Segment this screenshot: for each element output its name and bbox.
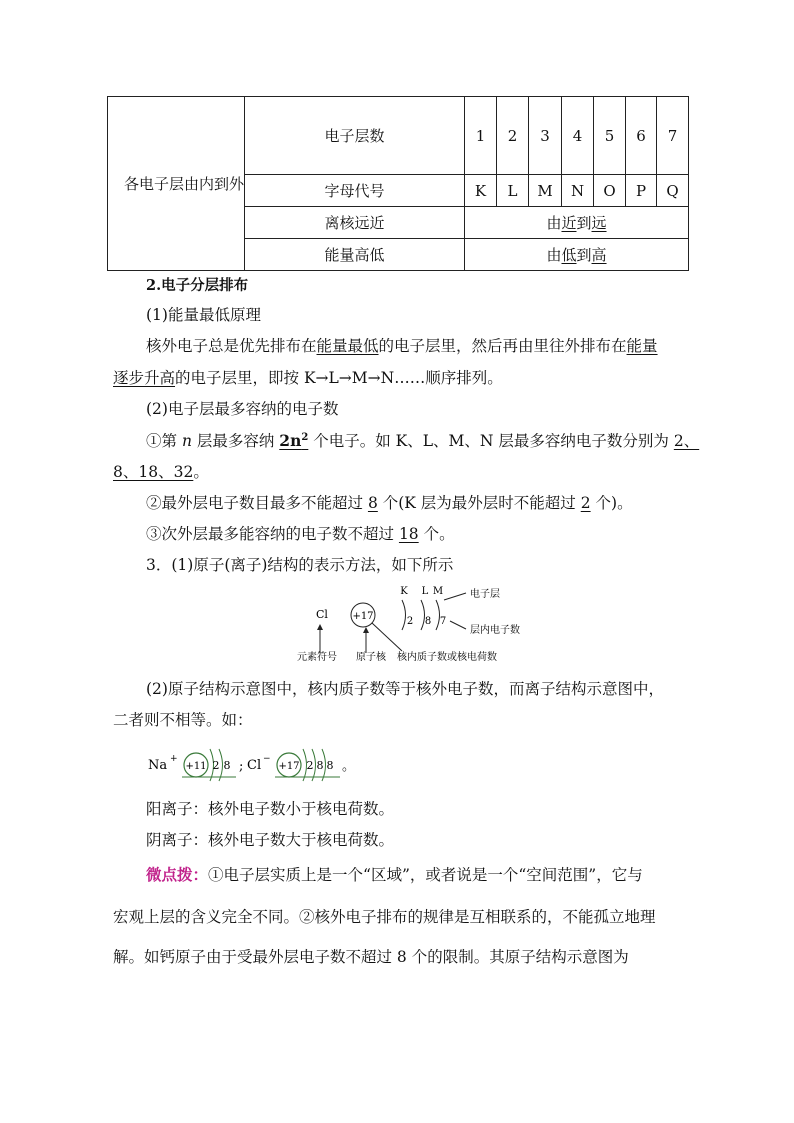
- tip-label: 微点拨：: [146, 865, 209, 884]
- tip-line-3: 解。如钙原子由于受最外层电子数不超过 8 个的限制。其原子结构示意图为: [113, 948, 629, 966]
- paragraph-line: (2)原子结构示意图中，核内质子数等于核外电子数，而离子结构示意图中，: [146, 680, 664, 698]
- label-shell-number: 电子层数: [245, 97, 465, 175]
- cell: 4: [562, 97, 594, 175]
- cl-electrons: 8: [316, 759, 324, 772]
- na-nucleus-charge: +11: [185, 761, 207, 772]
- shell-letter: K: [400, 586, 408, 597]
- row-header-cell: [108, 97, 245, 271]
- paragraph-line: 二者则不相等。如：: [113, 711, 253, 729]
- cation-note: 阳离子：核外电子数小于核电荷数。: [146, 800, 395, 818]
- na-symbol: Na: [148, 758, 168, 773]
- element-symbol: Cl: [316, 608, 328, 621]
- cl-charge: −: [263, 754, 271, 764]
- electron-count: 8: [424, 616, 432, 627]
- tip-line-1: 微点拨：①电子层实质上是一个“区域”，或者说是一个“空间范围”，它与: [146, 865, 643, 884]
- na-charge: +: [170, 754, 178, 764]
- row-header-text: 各电子层由内到外: [123, 174, 244, 193]
- label-nucleus: 原子核: [356, 652, 386, 663]
- cell: 2: [497, 97, 529, 175]
- shell-letter: M: [432, 586, 444, 597]
- nucleus-charge: +17: [352, 611, 374, 622]
- label-element-symbol: 元素符号: [297, 652, 337, 663]
- cl-electrons: 2: [306, 759, 314, 772]
- electron-shell-table: [107, 96, 689, 271]
- cell: K: [465, 175, 497, 207]
- cell: N: [562, 175, 594, 207]
- na-electrons: 2: [212, 759, 220, 772]
- label-distance: 离核远近: [245, 207, 465, 239]
- ion-structure-diagrams: [144, 742, 374, 784]
- cell: M: [529, 175, 562, 207]
- label-shell: 电子层: [470, 589, 500, 600]
- label-letter-code: 字母代号: [245, 175, 465, 207]
- cl-symbol: Cl: [247, 758, 262, 773]
- cell: 1: [465, 97, 497, 175]
- separator: ;: [239, 759, 244, 774]
- energy-value: 由低到高: [465, 239, 689, 271]
- period: 。: [342, 759, 356, 774]
- shell-letter: L: [421, 586, 429, 597]
- atomic-structure-diagram: [290, 580, 550, 665]
- anion-note: 阴离子：核外电子数大于核电荷数。: [146, 831, 395, 849]
- paragraph-line: 核外电子总是优先排布在能量最低的电子层里，然后再由里往外排布在能量: [146, 337, 658, 355]
- distance-value: 由近到远: [465, 207, 689, 239]
- cell: 7: [657, 97, 689, 175]
- label-inner-electrons: 层内电子数: [470, 625, 520, 636]
- paragraph-line: 逐步升高的电子层里，即按 K→L→M→N……顺序排列。: [113, 369, 503, 387]
- label-energy: 能量高低: [245, 239, 465, 271]
- cl-electrons: 8: [326, 759, 334, 772]
- subheading: (2)电子层最多容纳的电子数: [146, 400, 339, 418]
- cell: P: [626, 175, 657, 207]
- section-heading: 3．(1)原子(离子)结构的表示方法，如下所示: [146, 556, 454, 574]
- electron-count: 7: [439, 616, 447, 627]
- rule-line-3: ③次外层最多能容纳的电子数不超过 18 个。: [146, 525, 455, 543]
- rule-line-1-cont: 8、18、32。: [113, 463, 209, 481]
- cell: 6: [626, 97, 657, 175]
- cell: Q: [657, 175, 689, 207]
- section-heading: 2.电子分层排布: [146, 277, 249, 294]
- subheading: (1)能量最低原理: [146, 306, 261, 324]
- electron-count: 2: [406, 616, 414, 627]
- cell: 5: [594, 97, 626, 175]
- cell: L: [497, 175, 529, 207]
- cell: 3: [529, 97, 562, 175]
- na-electrons: 8: [223, 759, 231, 772]
- cell: O: [594, 175, 626, 207]
- tip-line-2: 宏观上层的含义完全不同。②核外电子排布的规律是互相联系的，不能孤立地理: [113, 908, 656, 926]
- rule-line-1: ①第 n 层最多容纳 $2n^2$ 个电子。如 K、L、M、N 层最多容纳电子数分别为 2、: [146, 431, 700, 450]
- rule-line-2: ②最外层电子数目最多不能超过 8 个(K 层为最外层时不能超过 2 个)。: [146, 494, 633, 512]
- cl-nucleus-charge: +17: [278, 761, 300, 772]
- label-nuclear-charge: 核内质子数或核电荷数: [397, 652, 497, 663]
